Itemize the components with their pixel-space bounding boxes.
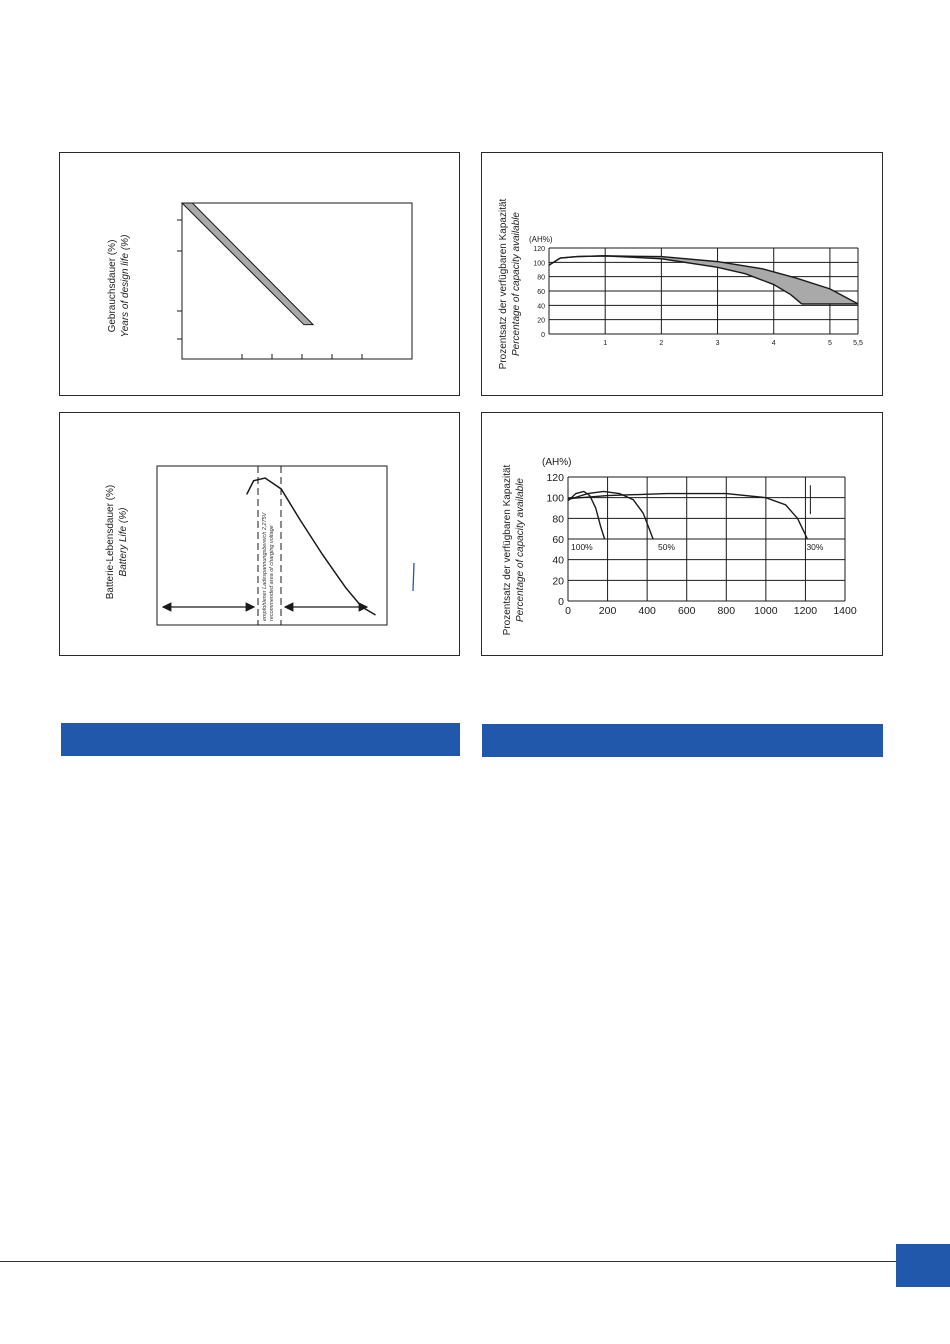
y-tick-label-6: 120 bbox=[533, 246, 545, 253]
section-header-bar-left bbox=[61, 723, 460, 756]
capacity-cycles-unit: (AH%) bbox=[542, 457, 572, 468]
charging-range-note-en: recommended area of charging voltage bbox=[269, 525, 275, 621]
y-tick-label-1: 20 bbox=[537, 317, 545, 325]
x-tick-label-5: 1000 bbox=[754, 605, 778, 617]
chart-design-life bbox=[59, 152, 460, 396]
y-tick-label-5: 100 bbox=[546, 492, 564, 505]
design-life-ylabel-de: Gebrauchsdauer (%) bbox=[107, 239, 118, 333]
x-tick-label-3: 4 bbox=[771, 340, 776, 347]
capacity-band bbox=[549, 256, 858, 304]
y-tick-label-1: 20 bbox=[552, 575, 564, 588]
chart-capacity-time bbox=[481, 152, 883, 396]
series-curve-30pct bbox=[568, 494, 807, 539]
chart-battery-life bbox=[59, 412, 460, 656]
capacity-time-ylabel-de: Prozentsatz der verfügbaren Kapazität bbox=[498, 198, 509, 370]
x-tick-label-5: 5,5 bbox=[853, 340, 863, 347]
series-label-50pct: 50% bbox=[658, 542, 676, 553]
design-life-ylabel bbox=[106, 231, 132, 341]
y-tick-label-3: 60 bbox=[552, 534, 564, 546]
blue-mark bbox=[413, 563, 414, 591]
series-curve-50pct bbox=[568, 491, 653, 539]
capacity-time-plot bbox=[482, 153, 884, 397]
footer-rule bbox=[0, 1261, 896, 1262]
y-tick-label-3: 60 bbox=[537, 289, 545, 296]
section-header-bar-right bbox=[482, 724, 883, 757]
capacity-cycles-ylabel-en: Percentage of capacity available bbox=[515, 478, 526, 622]
series-label-30pct: 30% bbox=[806, 542, 824, 553]
battery-life-ylabel-de: Batterie-Lebensdauer (%) bbox=[105, 484, 116, 600]
series-label-100pct: 100% bbox=[570, 542, 593, 553]
x-tick-label-4: 5 bbox=[827, 340, 832, 347]
capacity-cycles-plot bbox=[482, 413, 884, 657]
x-tick-label-7: 1400 bbox=[833, 605, 857, 617]
x-tick-label-1: 2 bbox=[659, 340, 664, 347]
chart-capacity-cycles bbox=[481, 412, 883, 656]
x-tick-label-0: 1 bbox=[603, 340, 608, 347]
capacity-cycles-ylabel bbox=[501, 455, 527, 645]
x-tick-label-3: 600 bbox=[677, 605, 696, 617]
y-tick-label-4: 80 bbox=[537, 274, 545, 282]
y-tick-label-4: 80 bbox=[552, 513, 564, 526]
x-tick-label-0: 0 bbox=[565, 605, 571, 617]
x-tick-label-2: 400 bbox=[638, 605, 656, 617]
capacity-time-ylabel bbox=[497, 189, 523, 379]
x-tick-label-1: 200 bbox=[598, 605, 617, 617]
y-tick-label-0: 0 bbox=[558, 596, 564, 608]
y-tick-label-6: 120 bbox=[546, 472, 564, 484]
capacity-cycles-ylabel-de: Prozentsatz der verfügbaren Kapazität bbox=[502, 464, 513, 636]
plot-frame bbox=[182, 203, 412, 359]
y-tick-label-2: 40 bbox=[552, 554, 564, 567]
battery-life-ylabel-en: Battery Life (%) bbox=[118, 507, 129, 577]
battery-life-ylabel bbox=[104, 477, 130, 607]
x-tick-label-2: 3 bbox=[715, 340, 720, 347]
design-life-ylabel-en: Years of design life (%) bbox=[120, 234, 131, 338]
y-tick-label-5: 100 bbox=[533, 260, 545, 268]
capacity-time-ylabel-en: Percentage of capacity available bbox=[511, 212, 522, 356]
x-tick-label-4: 800 bbox=[717, 605, 736, 617]
charging-range-note-de: empfohlener Ladespannungsbereich 2,275V bbox=[262, 512, 268, 621]
capacity-time-unit: (AH%) bbox=[529, 235, 553, 244]
x-tick-label-6: 1200 bbox=[793, 605, 818, 617]
y-tick-label-0: 0 bbox=[541, 332, 545, 339]
y-tick-label-2: 40 bbox=[537, 303, 545, 311]
page-corner-tab bbox=[896, 1244, 950, 1287]
design-life-band bbox=[182, 203, 313, 325]
